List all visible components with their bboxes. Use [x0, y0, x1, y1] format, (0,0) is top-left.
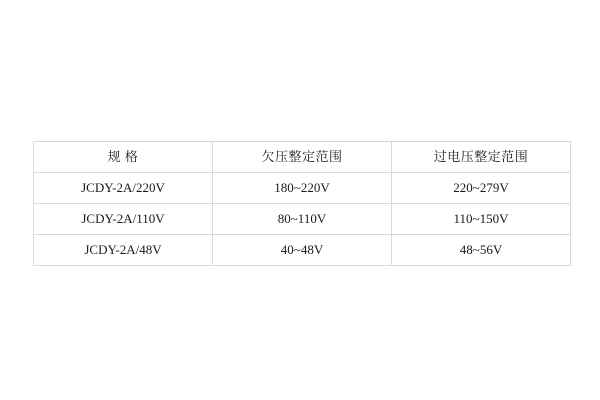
cell-overvoltage-range: 48~56V: [392, 235, 571, 266]
table-body: [34, 173, 571, 266]
table-row: [34, 173, 571, 204]
cell-spec: JCDY-2A/48V: [34, 235, 213, 266]
cell-overvoltage-range: 220~279V: [392, 173, 571, 204]
cell-undervoltage-range: 80~110V: [213, 204, 392, 235]
column-header-undervoltage-range: 欠压整定范围: [213, 142, 392, 173]
specification-table: [33, 141, 571, 266]
cell-spec: JCDY-2A/110V: [34, 204, 213, 235]
table-row: [34, 235, 571, 266]
cell-undervoltage-range: 40~48V: [213, 235, 392, 266]
table-header-row: [34, 142, 571, 173]
column-header-overvoltage-range: 过电压整定范围: [392, 142, 571, 173]
table-row: [34, 204, 571, 235]
cell-spec: JCDY-2A/220V: [34, 173, 213, 204]
cell-undervoltage-range: 180~220V: [213, 173, 392, 204]
cell-overvoltage-range: 110~150V: [392, 204, 571, 235]
column-header-spec: 规 格: [34, 142, 213, 173]
table-header: [34, 142, 571, 173]
